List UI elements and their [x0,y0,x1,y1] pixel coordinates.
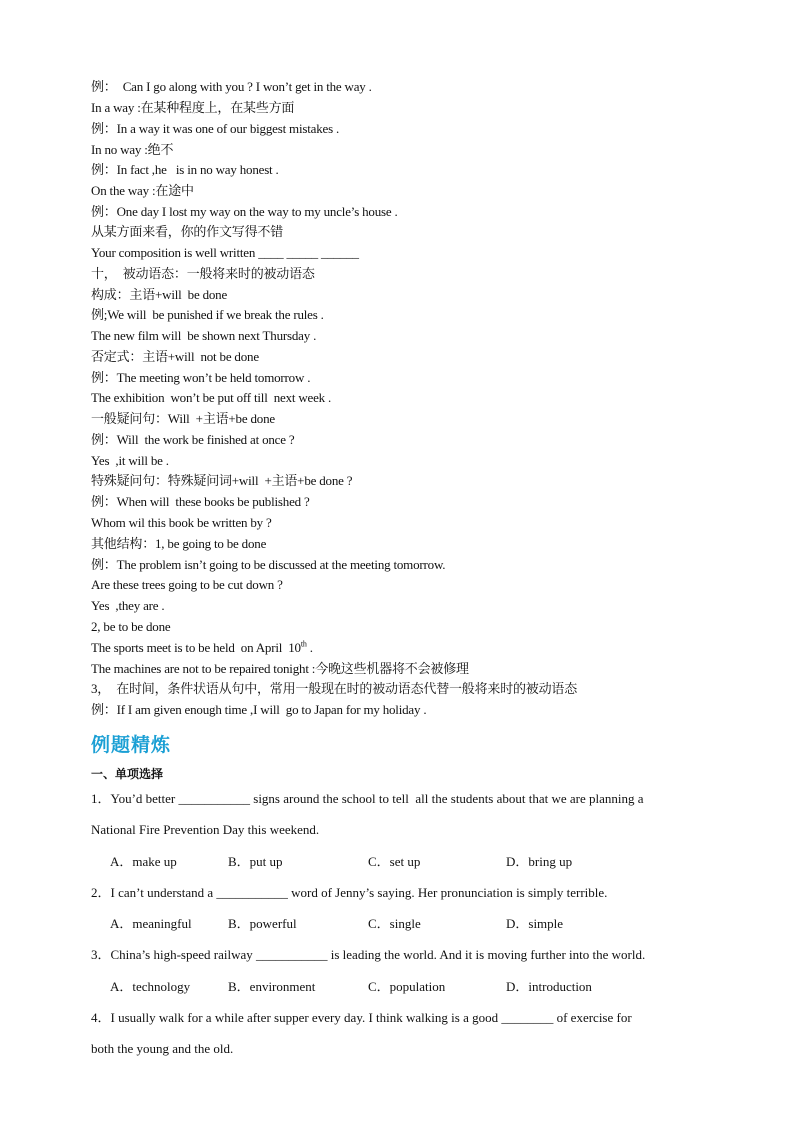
note-line: The machines are not to be repaired tonight :今晚这些机器将不会被修理 [91,661,469,676]
note-line: The exhibition won’t be put off till next week . [91,390,332,405]
note-line: Yes ,it will be . [91,453,169,468]
note-line: 一般疑问句：Will +主语+be done [91,411,275,426]
option-a: A．meaningful [110,916,192,931]
note-text: . [306,640,313,655]
question-stem: 4．I usually walk for a while after supper every day. I think walking is a good ________ of exercise for [91,1010,632,1025]
question-stem: 2．I can’t understand a ___________ word of Jenny’s saying. Her pronunciation is simply terrible. [91,885,608,900]
note-line: 例：When will these books be published ? [91,494,310,509]
option-a: A．technology [110,979,191,994]
subsection-title: 一、单项选择 [91,767,164,781]
option-a: A．make up [110,854,177,869]
note-line: 例：In a way it was one of our biggest mistakes . [91,121,340,136]
note-line: 否定式：主语+will not be done [91,349,259,364]
note-line: 例：If I am given enough time ,I will go to Japan for my holiday . [91,702,427,717]
note-line: 例：The problem isn’t going to be discussed at the meeting tomorrow. [91,557,446,572]
note-line: 十， 被动语态：一般将来时的被动语态 [91,266,315,281]
section-title: 例题精炼 [91,734,172,756]
note-line: 特殊疑问句：特殊疑问词+will +主语+be done ? [91,473,353,488]
option-d: D．introduction [506,979,592,994]
question-stem-continued: both the young and the old. [91,1041,234,1056]
note-line: In no way :绝不 [91,142,174,157]
note-line: 例;We will be punished if we break the rules . [91,307,324,322]
question-stem-continued: National Fire Prevention Day this weekend. [91,822,320,837]
note-line: In a way :在某种程度上，在某些方面 [91,100,295,115]
note-line: 2, be to be done [91,619,171,634]
note-line: On the way :在途中 [91,183,194,198]
option-d: D．simple [506,916,564,931]
option-b: B．environment [228,979,316,994]
note-line: 例： Can I go along with you ? I won’t get in the way . [91,79,372,94]
option-c: C．set up [368,854,421,869]
note-line: Yes ,they are . [91,598,165,613]
note-line: The new film will be shown next Thursday . [91,328,317,343]
note-line: 构成：主语+will be done [91,287,228,302]
note-line: Your composition is well written ____ _____ ______ [91,245,359,260]
note-line: Are these trees going to be cut down ? [91,577,283,592]
option-b: B．put up [228,854,283,869]
ordinal-superscript: th [300,639,307,649]
option-d: D．bring up [506,854,573,869]
note-line: 例：In fact ,he is in no way honest . [91,162,279,177]
option-b: B．powerful [228,916,297,931]
question-stem: 1．You’d better ___________ signs around the school to tell all the students about that we are planning a [91,791,644,806]
note-line: 例：The meeting won’t be held tomorrow . [91,370,311,385]
note-line: Whom wil this book be written by ? [91,515,272,530]
note-line: 例：One day I lost my way on the way to my uncle’s house . [91,204,398,219]
question-stem: 3．China’s high-speed railway ___________ is leading the world. And it is moving further into the world. [91,947,646,962]
note-line: 例：Will the work be finished at once ? [91,432,295,447]
note-line [91,640,313,656]
option-c: C．population [368,979,446,994]
option-c: C．single [368,916,421,931]
note-text: The sports meet is to be held on April 10 [91,640,301,655]
note-line: 其他结构：1, be going to be done [91,536,267,551]
note-line: 从某方面来看，你的作文写得不错 [91,224,284,239]
note-line: 3， 在时间，条件状语从句中，常用一般现在时的被动语态代替一般将来时的被动语态 [91,681,578,696]
